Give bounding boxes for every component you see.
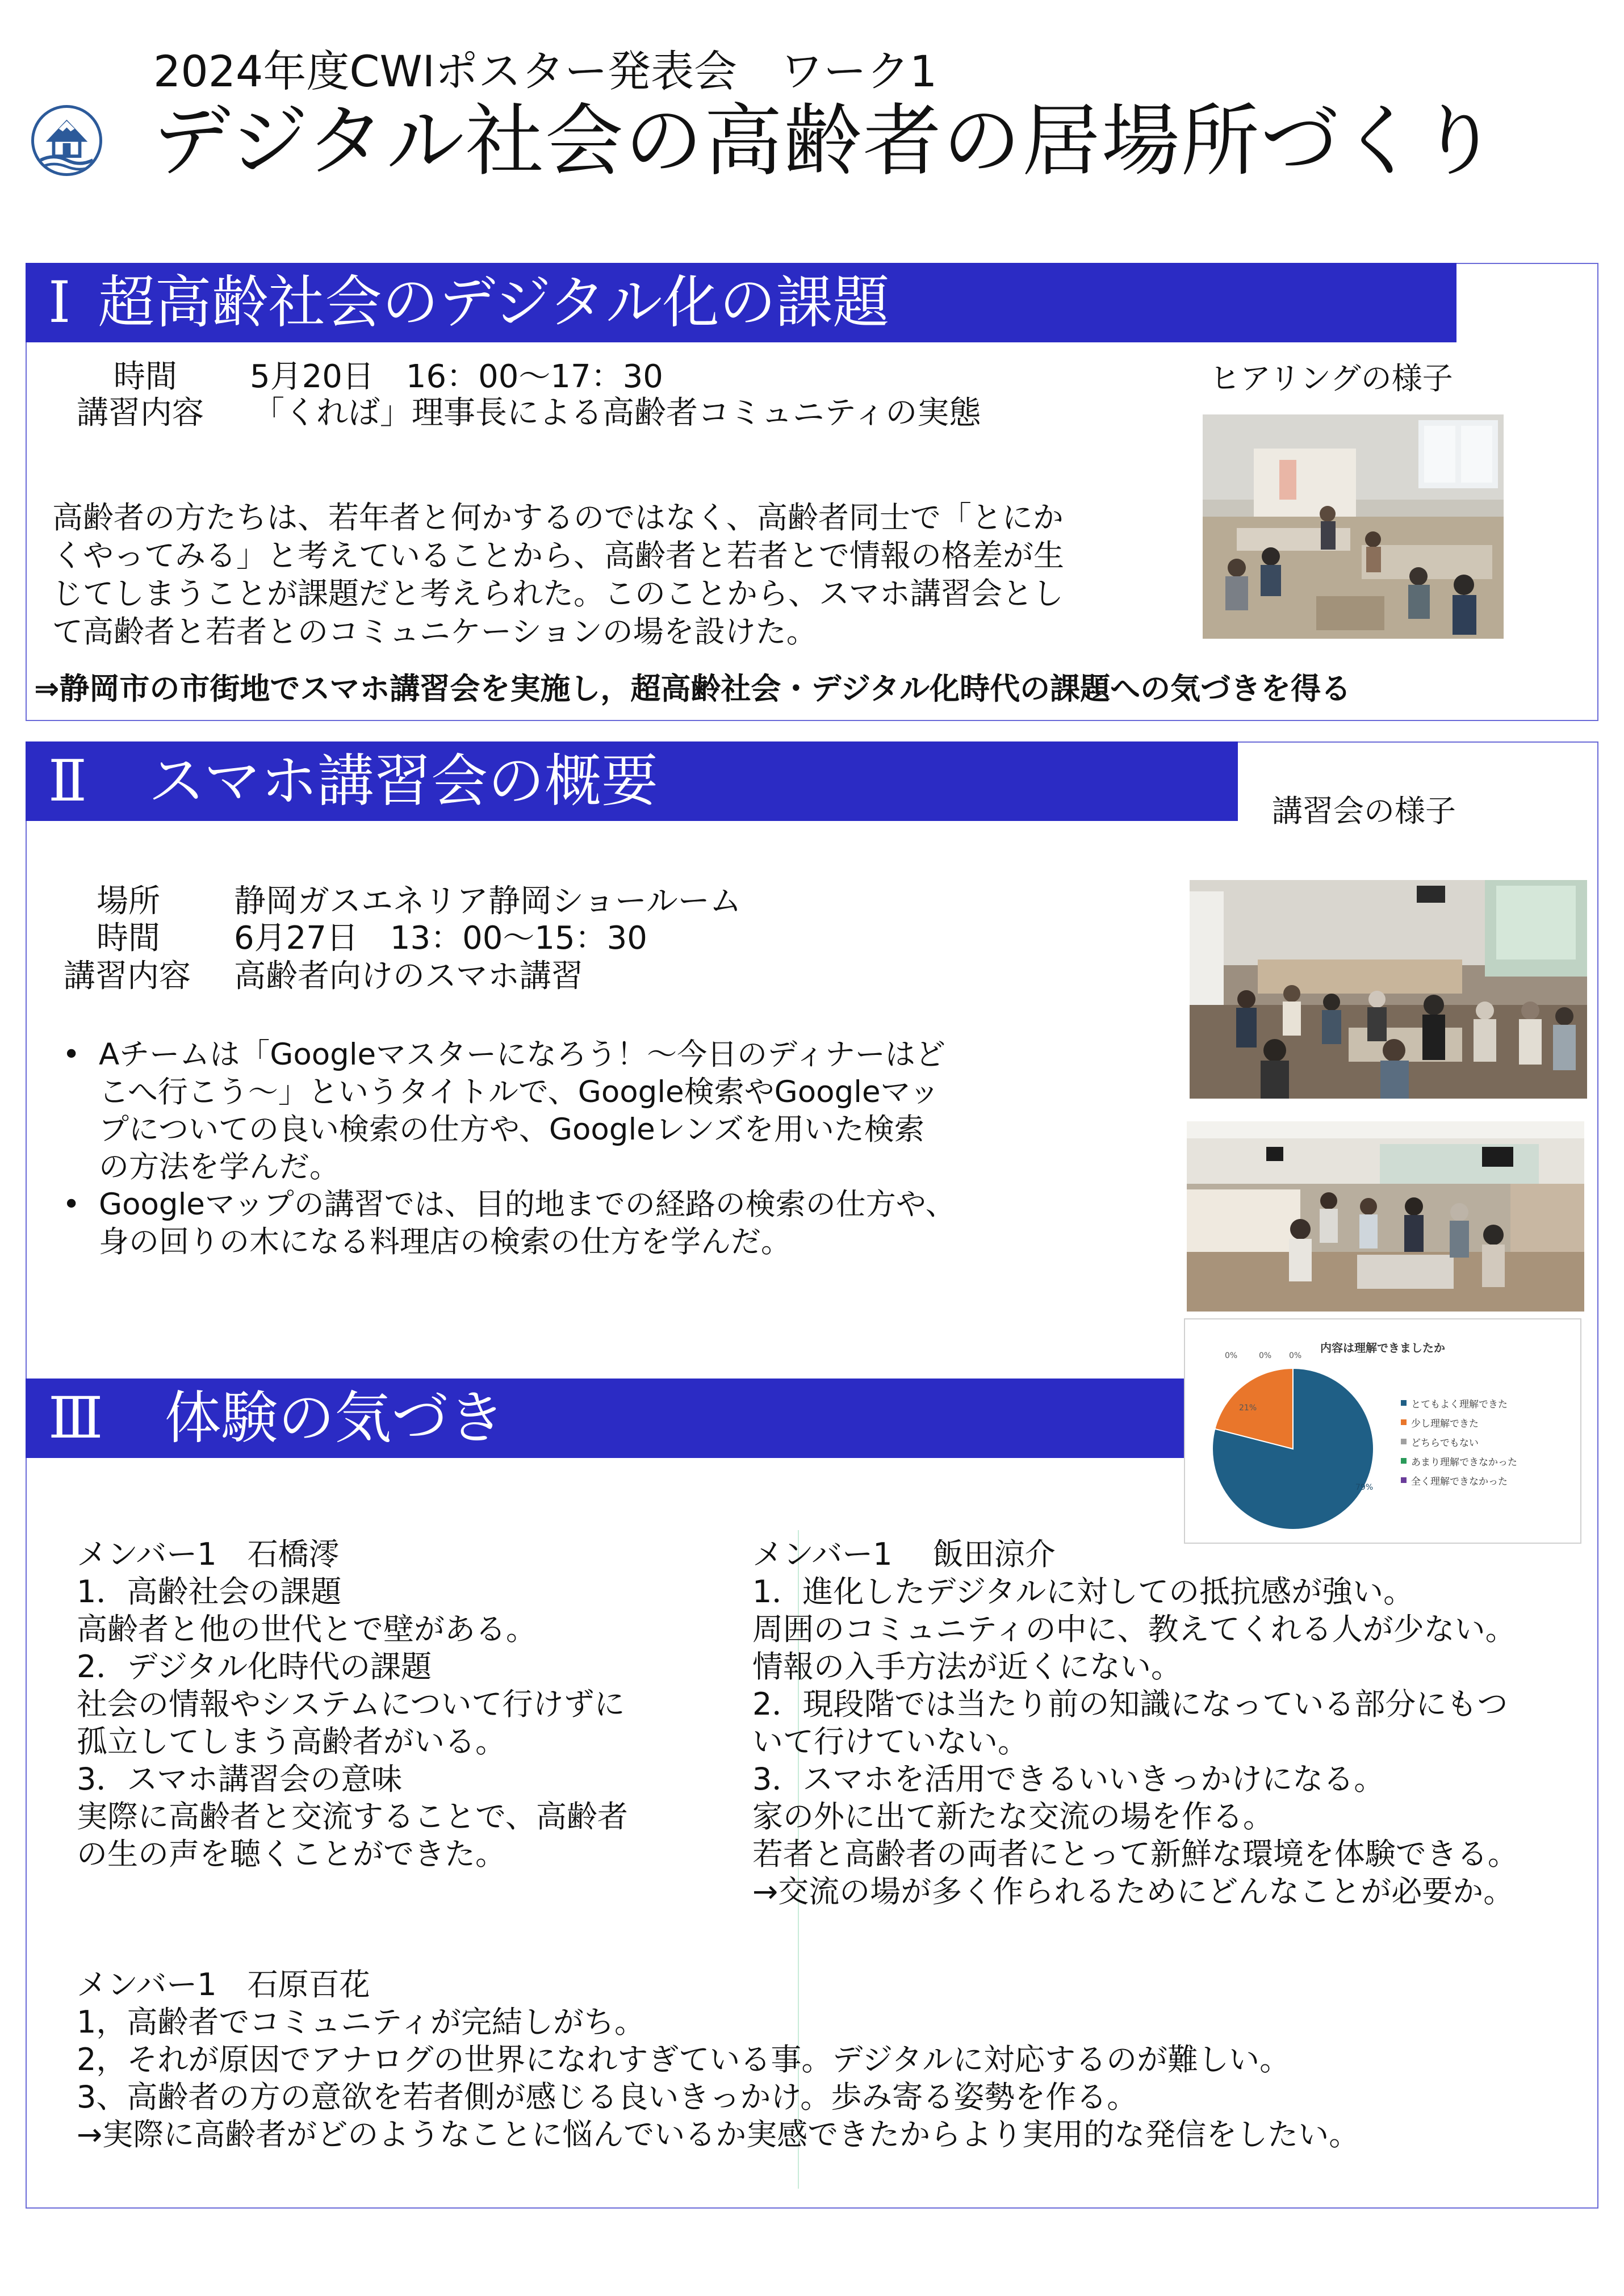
section-2-content-value: 高齢者向けのスマホ講習 xyxy=(234,958,583,995)
member-line: 3．スマホを活用できるいいきっかけになる。 xyxy=(752,1761,1385,1797)
member-line: 実際に高齢者と交流することで、高齢者 xyxy=(77,1799,628,1834)
member-line: 周囲のコミュニティの中に、教えてくれる人が少ない。 xyxy=(752,1611,1516,1647)
bullet-item xyxy=(52,1186,956,1261)
member-line: 社会の情報やシステムについて行けずに xyxy=(77,1686,625,1722)
member-line: メンバー1 石橋澪 xyxy=(77,1536,340,1572)
member-line: 2．現段階では当たり前の知識になっている部分にもつ xyxy=(752,1686,1508,1722)
member-line: →交流の場が多く作られるためにどんなことが必要か。 xyxy=(752,1874,1514,1909)
pie-data-label-1: 21% xyxy=(1239,1403,1257,1413)
pie-data-label-3: 0% xyxy=(1259,1351,1272,1360)
member-line: の生の声を聴くことができた。 xyxy=(77,1836,506,1872)
section-3-header xyxy=(26,1379,1184,1458)
section-2-photo-caption: 講習会の様子 xyxy=(1272,793,1456,829)
legend-label: どちらでもない xyxy=(1411,1437,1479,1449)
legend-swatch xyxy=(1401,1458,1407,1464)
member-ishihara xyxy=(77,1966,1359,2153)
member-line: 1．進化したデジタルに対しての抵抗感が強い。 xyxy=(752,1574,1414,1610)
legend-swatch xyxy=(1401,1419,1407,1425)
section-1-content-value: 「くれば」理事長による高齢者コミュニティの実態 xyxy=(253,395,981,431)
section-2-time-value: 6月27日 13：00〜15：30 xyxy=(234,920,647,957)
section-1-body-line: 高齢者の方たちは、若年者と何かするのではなく、高齢者同士で「とにか xyxy=(52,500,1064,535)
member-line: 1，高齢者でコミュニティが完結しがち。 xyxy=(77,2004,645,2040)
bullet-line: こへ行こう〜」というタイトルで、Google検索やGoogleマッ xyxy=(99,1075,940,1109)
section-2-bullets xyxy=(52,1036,956,1261)
member-iida xyxy=(752,1536,1518,1910)
legend-swatch xyxy=(1401,1477,1407,1483)
section-1-content-label: 講習内容 xyxy=(77,395,204,431)
legend-item-1 xyxy=(1401,1413,1517,1432)
chart-legend xyxy=(1401,1393,1517,1490)
section-2-content-label: 講習内容 xyxy=(64,958,191,995)
legend-label: とてもよく理解できた xyxy=(1411,1398,1508,1410)
photo-hearing xyxy=(1203,414,1504,639)
section-1-time-label: 時間 xyxy=(114,358,177,395)
pie-chart xyxy=(1184,1318,1581,1544)
member-line: 3．スマホ講習会の意味 xyxy=(77,1761,403,1797)
section-1-body-line: くやってみる」と考えていることから、高齢者と若者とで情報の格差が生 xyxy=(52,538,1064,573)
member-line: 若者と高齢者の両者にとって新鮮な環境を体験できる。 xyxy=(752,1836,1518,1872)
chart-title: 内容は理解できましたか xyxy=(1320,1341,1445,1355)
section-1-number: Ⅰ xyxy=(48,269,71,336)
logo-emblem xyxy=(31,105,102,176)
member-ishibashi xyxy=(77,1536,628,1873)
bullet-item xyxy=(52,1036,956,1186)
member-line: 3、高齢者の方の意欲を若者側が感じる良いきっかけ。歩み寄る姿勢を作る。 xyxy=(77,2079,1138,2115)
legend-item-4 xyxy=(1401,1470,1517,1490)
section-1-photo-caption: ヒアリングの様子 xyxy=(1209,361,1453,396)
section-1-header xyxy=(26,263,1456,342)
member-line: →実際に高齢者がどのようなことに悩んでいるか実感できたからより実用的な発信をしたい。 xyxy=(77,2117,1360,2152)
section-1-time-value: 5月20日 16：00〜17：30 xyxy=(250,358,663,395)
poster-title: デジタル社会の高齢者の居場所づくり xyxy=(152,95,1499,187)
bullet-line: プについての良い検索の仕方や、Googleレンズを用いた検索 xyxy=(99,1112,924,1147)
pie-svg xyxy=(1185,1319,1583,1545)
member-line: 孤立してしまう高齢者がいる。 xyxy=(77,1724,506,1759)
section-2-header xyxy=(26,741,1238,821)
legend-item-2 xyxy=(1401,1432,1517,1451)
section-1-heading: 超高齢社会のデジタル化の課題 xyxy=(98,269,890,336)
section-2-time-label: 時間 xyxy=(97,920,160,957)
section-3-heading: 体験の気づき xyxy=(164,1385,505,1451)
photo-lecture-1 xyxy=(1190,880,1587,1099)
legend-item-3 xyxy=(1401,1451,1517,1470)
legend-swatch xyxy=(1401,1400,1407,1406)
pie-data-label-4: 0% xyxy=(1289,1351,1302,1360)
section-1-body-line: て高齢者と若者とのコミュニケーションの場を設けた。 xyxy=(52,614,817,650)
member-line: 家の外に出て新たな交流の場を作る。 xyxy=(752,1799,1274,1834)
section-1-body xyxy=(52,498,1064,651)
legend-item-0 xyxy=(1401,1393,1517,1413)
section-1-conclusion: ⇒静岡市の市街地でスマホ講習会を実施し，超高齢社会・デジタル化時代の課題への気づきを得る xyxy=(34,672,1351,706)
section-2-place-value: 静岡ガスエネリア静岡ショールーム xyxy=(234,883,742,920)
bullet-line: • Aチームは「Googleマスターになろう！〜今日のディナーはど xyxy=(99,1037,945,1072)
section-2-heading: スマホ講習会の概要 xyxy=(148,748,658,814)
poster-subtitle: 2024年度CWIポスター発表会 ワーク1 xyxy=(153,46,937,97)
section-3-number: Ⅲ xyxy=(48,1385,103,1451)
photo-lecture-2 xyxy=(1187,1121,1584,1312)
section-2-number: Ⅱ xyxy=(48,748,87,814)
pie-data-label-2: 0% xyxy=(1225,1351,1238,1360)
bullet-line: 身の回りの木になる料理店の検索の仕方を学んだ。 xyxy=(99,1225,791,1259)
bullet-line: の方法を学んだ。 xyxy=(99,1150,340,1184)
section-2-place-label: 場所 xyxy=(97,883,160,920)
member-line: メンバー1 石原百花 xyxy=(77,1967,370,2002)
member-line: 情報の入手方法が近くにない。 xyxy=(752,1649,1182,1685)
legend-label: 少し理解できた xyxy=(1411,1418,1479,1430)
pie-data-label-0: 79% xyxy=(1355,1483,1374,1492)
member-line: 2．デジタル化時代の課題 xyxy=(77,1649,432,1685)
member-line: いて行けていない。 xyxy=(752,1724,1028,1759)
legend-label: あまり理解できなかった xyxy=(1411,1456,1517,1468)
legend-label: 全く理解できなかった xyxy=(1411,1476,1508,1488)
section-1-body-line: じてしまうことが課題だと考えられた。このことから、スマホ講習会とし xyxy=(52,576,1064,611)
bullet-line: • Googleマップの講習では、目的地までの経路の検索の仕方や、 xyxy=(99,1187,956,1222)
legend-swatch xyxy=(1401,1439,1407,1444)
member-line: メンバー1 飯田涼介 xyxy=(752,1536,1056,1572)
member-line: 2，それが原因でアナログの世界になれすぎている事。デジタルに対応するのが難しい。 xyxy=(77,2042,1291,2077)
member-line: 1．高齢社会の課題 xyxy=(77,1574,342,1610)
member-line: 高齢者と他の世代とで壁がある。 xyxy=(77,1611,537,1647)
